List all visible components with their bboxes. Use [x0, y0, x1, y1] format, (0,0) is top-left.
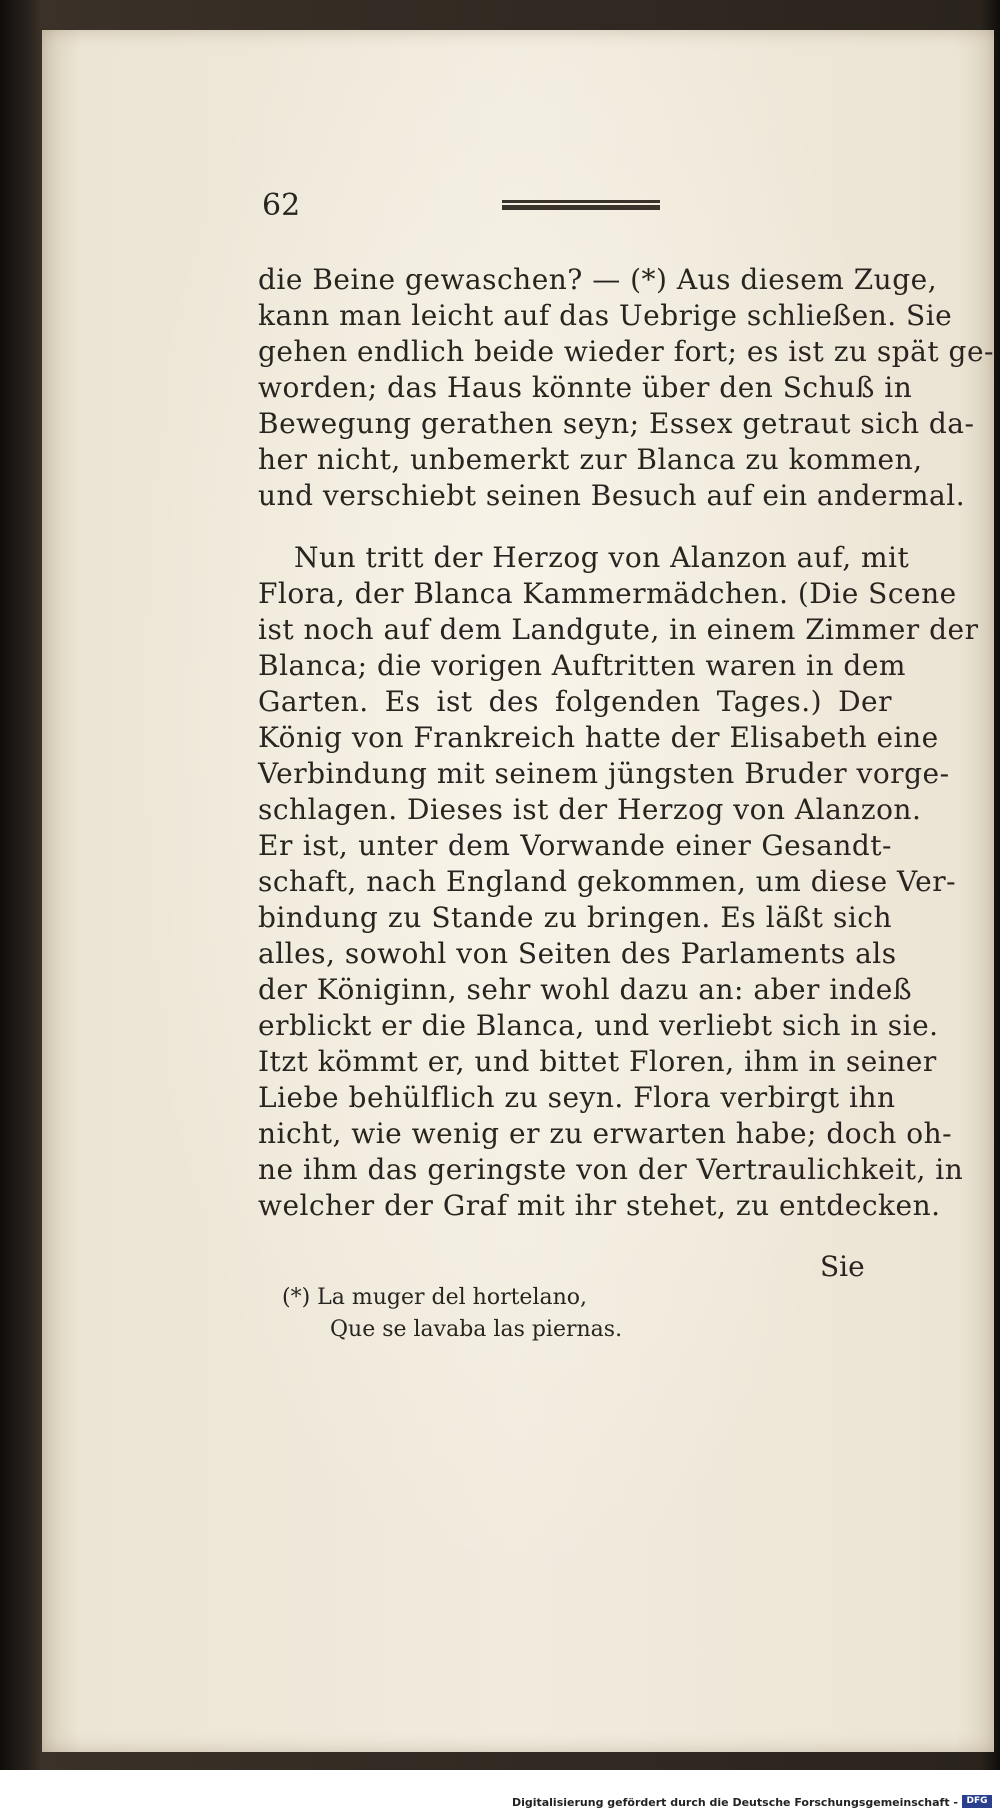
- text-line: ne ihm das geringste von der Vertraulichkeit, in: [258, 1153, 964, 1186]
- dfg-logo-icon: DFG: [962, 1795, 992, 1808]
- text-line: Flora, der Blanca Kammermädchen. (Die Scene: [258, 577, 957, 610]
- text-line: Liebe behülflich zu seyn. Flora verbirgt ihn: [258, 1081, 896, 1114]
- footnote: [282, 1282, 622, 1346]
- text-line: schaft, nach England gekommen, um diese Ver-: [258, 865, 957, 898]
- text-line: welcher der Graf mit ihr stehet, zu entdecken.: [258, 1189, 941, 1222]
- text-line: der Königinn, sehr wohl dazu an: aber indeß: [258, 973, 913, 1006]
- text-line: alles, sowohl von Seiten des Parlaments als: [258, 937, 897, 970]
- text-line: kann man leicht auf das Uebrige schließen. Sie: [258, 299, 953, 332]
- text-line: König von Frankreich hatte der Elisabeth eine: [258, 721, 939, 754]
- catchword: Sie: [820, 1250, 865, 1283]
- body-text: [258, 262, 994, 1224]
- text-line: erblickt er die Blanca, und verliebt sich in sie.: [258, 1009, 939, 1042]
- text-line: nicht, wie wenig er zu erwarten habe; doch oh-: [258, 1117, 953, 1150]
- text-line: Bewegung gerathen seyn; Essex getraut sich da-: [258, 407, 975, 440]
- text-line: Verbindung mit seinem jüngsten Bruder vorge-: [258, 757, 950, 790]
- text-line: Blanca; die vorigen Auftritten waren in dem: [258, 649, 906, 682]
- text-line: schlagen. Dieses ist der Herzog von Alanzon.: [258, 793, 922, 826]
- text-line: Garten. Es ist des folgenden Tages.) Der: [258, 685, 892, 718]
- footnote-line: (*) La muger del hortelano,: [282, 1285, 588, 1310]
- text-line: Nun tritt der Herzog von Alanzon auf, mit: [294, 541, 910, 574]
- text-line: Itzt kömmt er, und bittet Floren, ihm in seiner: [258, 1045, 937, 1078]
- text-line: Er ist, unter dem Vorwande einer Gesandt-: [258, 829, 892, 862]
- text-line: die Beine gewaschen? — (*) Aus diesem Zuge,: [258, 263, 938, 296]
- footnote-line: Que se lavaba las piernas.: [330, 1317, 623, 1342]
- digitization-credit: Digitalisierung gefördert durch die Deutsche Forschungsgemeinschaft -: [511, 1796, 958, 1809]
- page-number: 62: [262, 188, 301, 223]
- text-line: ist noch auf dem Landgute, in einem Zimmer der: [258, 613, 979, 646]
- text-line: her nicht, unbemerkt zur Blanca zu kommen,: [258, 443, 923, 476]
- text-line: gehen endlich beide wieder fort; es ist zu spät ge-: [258, 335, 994, 368]
- paragraph-break: [258, 514, 892, 540]
- text-line: worden; das Haus könnte über den Schuß in: [258, 371, 913, 404]
- text-line: und verschiebt seinen Besuch auf ein andermal.: [258, 479, 966, 512]
- text-line: bindung zu Stande zu bringen. Es läßt sich: [258, 901, 892, 934]
- header-ornament-rule: [502, 200, 660, 210]
